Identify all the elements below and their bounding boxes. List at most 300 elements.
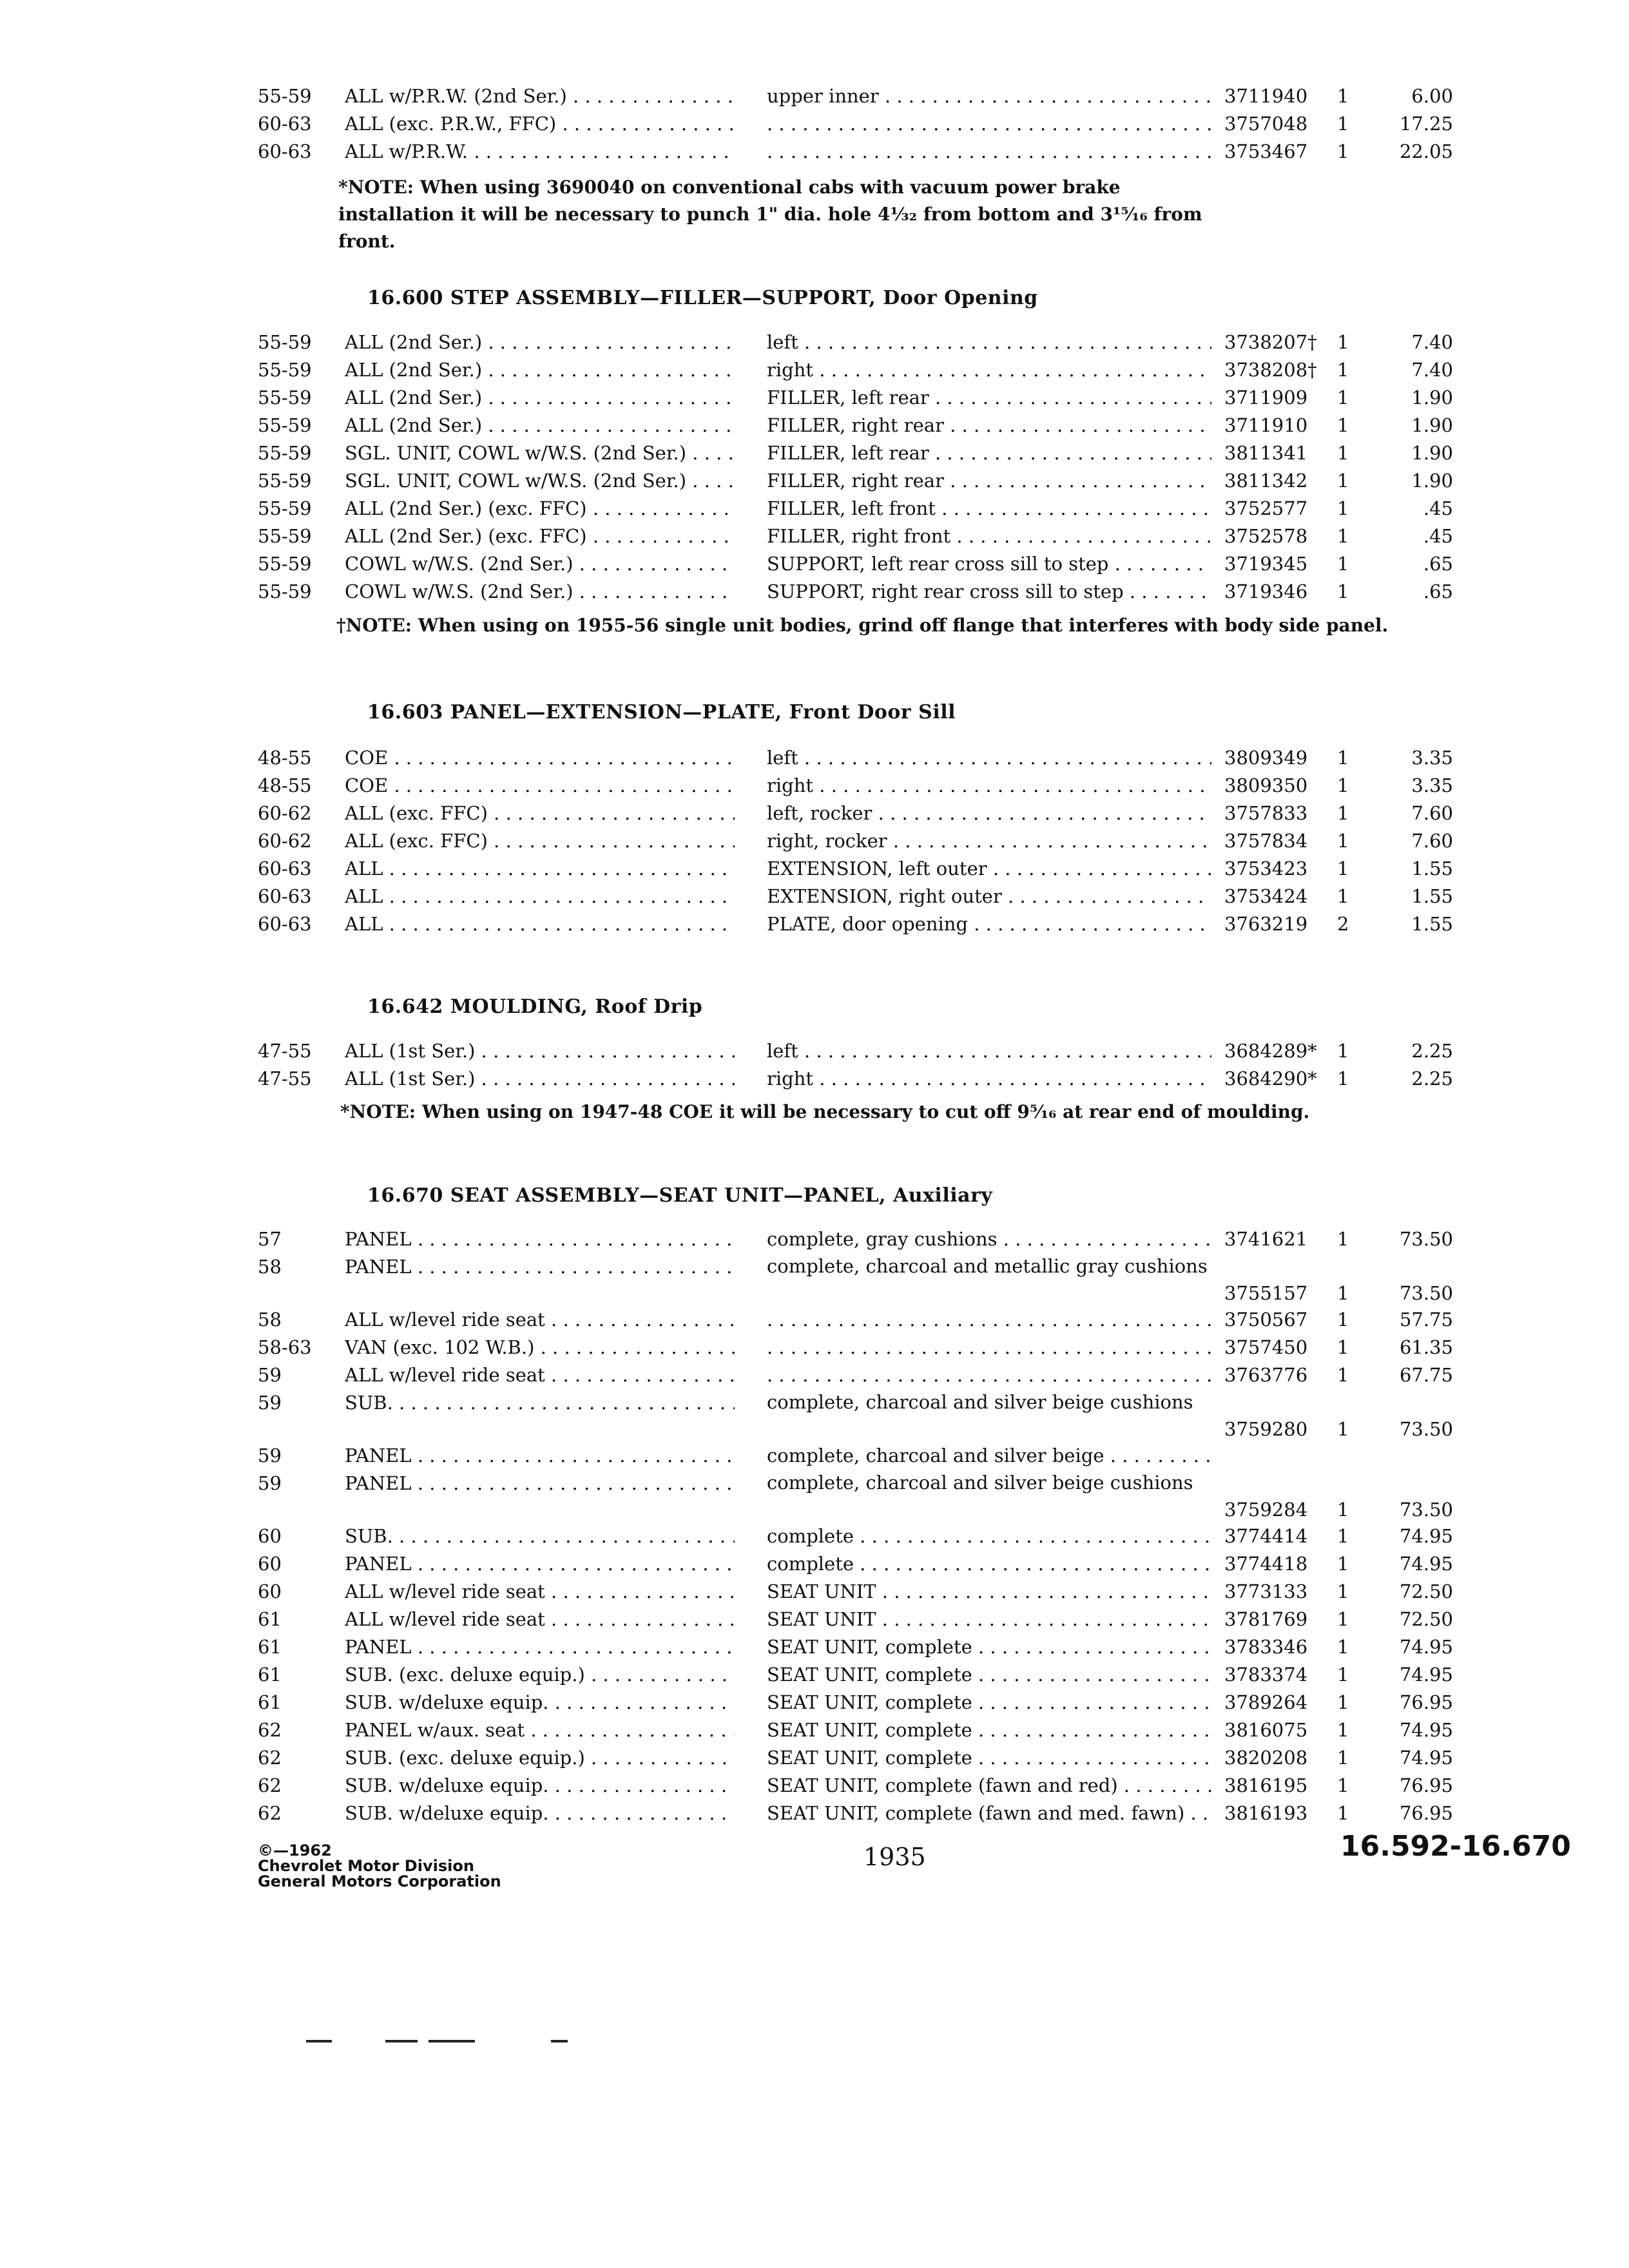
leader-dots	[972, 1691, 1211, 1713]
description-cell: complete, charcoal and silver beige cushions	[767, 1472, 1193, 1494]
description-cell	[767, 1306, 1211, 1334]
quantity-cell: 1	[1337, 1691, 1349, 1713]
leader-dots	[383, 858, 735, 879]
leader-dots	[549, 1802, 735, 1824]
model-cell: ALL (2nd Ser.) (exc. FFC) . . .	[345, 523, 735, 550]
leader-dots	[488, 802, 735, 824]
year-cell: 55-59	[258, 525, 312, 547]
leader-dots	[412, 1445, 735, 1466]
leader-dots	[549, 1691, 735, 1713]
price-cell: 74.95	[1399, 1719, 1453, 1741]
table-row	[258, 1253, 1469, 1306]
leader-dots	[879, 85, 1211, 107]
leader-dots	[545, 1581, 735, 1602]
table-row	[258, 910, 1469, 938]
leader-dots	[482, 331, 735, 353]
price-cell: 74.95	[1399, 1747, 1453, 1769]
scan-mark	[385, 2040, 418, 2042]
leader-dots	[1118, 1774, 1211, 1796]
model-cell: ALL w/P.R.W. (2nd Ser.) . . .	[345, 82, 735, 110]
copyright: ©—1962	[258, 1841, 332, 1860]
price-cell: 1.55	[1411, 885, 1453, 907]
quantity-cell: 1	[1337, 140, 1349, 162]
part-number-cell: 3774414	[1224, 1525, 1308, 1547]
description-cell: SUPPORT, left rear cross sill to step . . .	[767, 550, 1211, 578]
leader-dots	[587, 497, 735, 519]
leader-dots	[383, 913, 735, 935]
scan-mark	[429, 2040, 475, 2042]
part-number-cell: 3816075	[1224, 1719, 1308, 1741]
year-cell: 58	[258, 1256, 282, 1278]
part-number-cell: 3773133	[1224, 1581, 1308, 1602]
part-number-cell: 3719345	[1224, 553, 1308, 575]
leader-dots	[950, 525, 1211, 547]
part-number-cell: 3753423	[1224, 858, 1308, 879]
price-cell: 74.95	[1399, 1553, 1453, 1575]
quantity-cell: 1	[1337, 359, 1349, 381]
table-row	[258, 1606, 1469, 1633]
description-cell: complete, charcoal and silver beige . . .	[767, 1442, 1211, 1470]
price-cell: 72.50	[1399, 1608, 1453, 1630]
leader-dots	[767, 113, 1211, 135]
quantity-cell: 1	[1337, 525, 1349, 547]
table-row	[258, 772, 1469, 800]
leader-dots	[686, 470, 735, 492]
quantity-cell: 1	[1337, 802, 1349, 824]
description-cell: left, rocker . . .	[767, 800, 1211, 827]
quantity-cell: 1	[1337, 387, 1349, 408]
part-number-cell: 3711940	[1224, 85, 1308, 107]
quantity-cell: 1	[1337, 1774, 1349, 1796]
leader-dots	[587, 525, 735, 547]
part-number-cell: 3719346	[1224, 581, 1308, 602]
description-cell: right, rocker . . .	[767, 827, 1211, 855]
leader-dots	[854, 1525, 1211, 1547]
description-cell: SEAT UNIT, complete . . .	[767, 1661, 1211, 1689]
table-row	[258, 1744, 1469, 1772]
section-heading: 16.600 STEP ASSEMBLY—FILLER—SUPPORT, Door Opening	[367, 287, 1038, 309]
leader-dots	[798, 331, 1211, 353]
price-cell: 2.25	[1411, 1068, 1453, 1090]
quantity-cell: 1	[1337, 830, 1349, 852]
description-cell: SEAT UNIT . . .	[767, 1578, 1211, 1606]
part-number-cell: 3774418	[1224, 1553, 1308, 1575]
table-row	[258, 1225, 1469, 1253]
description-cell: EXTENSION, left outer . . .	[767, 855, 1211, 883]
section-note: †NOTE: When using on 1955-56 single unit bodies, grind off flange that interferes with body side panel.	[336, 615, 1389, 636]
model-cell: SUB. . . .	[345, 1523, 735, 1550]
model-cell: SUB. (exc. deluxe equip.) . . .	[345, 1744, 735, 1772]
year-cell: 60-63	[258, 858, 312, 879]
part-number-cell: 3753467	[1224, 140, 1308, 162]
part-number-cell: 3738207†	[1224, 331, 1317, 353]
section-heading: 16.670 SEAT ASSEMBLY—SEAT UNIT—PANEL, Auxiliary	[367, 1184, 993, 1207]
model-cell: PANEL . . .	[345, 1225, 735, 1253]
description-cell: upper inner . . .	[767, 82, 1211, 110]
model-cell: COWL w/W.S. (2nd Ser.) . . .	[345, 578, 735, 606]
leader-dots	[767, 1364, 1211, 1386]
year-cell: 60-63	[258, 140, 312, 162]
section-note: *NOTE: When using 3690040 on conventional cabs with vacuum power brake installation it will be necessary to punch 1" dia. hole 4¹⁄₃₂ from bottom and 3¹⁵⁄₁₆ from front.	[338, 177, 1202, 252]
table-row	[258, 412, 1469, 439]
table-row	[258, 329, 1469, 356]
year-cell: 62	[258, 1719, 282, 1741]
description-cell: EXTENSION, right outer . . .	[767, 883, 1211, 910]
year-cell: 61	[258, 1664, 282, 1686]
year-cell: 55-59	[258, 85, 312, 107]
year-cell: 60-63	[258, 113, 312, 135]
description-cell	[767, 110, 1211, 138]
quantity-cell: 2	[1337, 913, 1349, 935]
part-number-cell: 3811342	[1224, 470, 1308, 492]
quantity-cell: 1	[1337, 442, 1349, 464]
leader-dots	[556, 113, 735, 135]
year-cell: 62	[258, 1774, 282, 1796]
leader-dots	[929, 442, 1211, 464]
quantity-cell: 1	[1337, 774, 1349, 796]
leader-dots	[412, 1228, 735, 1250]
leader-dots	[686, 442, 735, 464]
description-cell: complete, charcoal and silver beige cushions	[767, 1391, 1193, 1413]
part-number-cell: 3711909	[1224, 387, 1308, 408]
leader-dots	[813, 774, 1211, 796]
quantity-cell: 1	[1337, 1068, 1349, 1090]
price-cell: 72.50	[1399, 1581, 1453, 1602]
model-cell: PANEL w/aux. seat . . .	[345, 1716, 735, 1744]
leader-dots	[549, 1774, 735, 1796]
leader-dots	[534, 1336, 735, 1358]
leader-dots	[887, 830, 1211, 852]
part-number-cell: 3809349	[1224, 747, 1308, 769]
leader-dots	[998, 1228, 1211, 1250]
price-cell: 73.50	[1399, 1282, 1453, 1304]
table-row	[258, 467, 1469, 495]
leader-dots	[1108, 553, 1211, 575]
price-cell: .65	[1423, 581, 1453, 602]
table-row	[258, 1716, 1469, 1744]
section-heading: 16.603 PANEL—EXTENSION—PLATE, Front Door Sill	[367, 701, 956, 724]
year-cell: 57	[258, 1228, 282, 1250]
model-cell: ALL (exc. FFC) . . .	[345, 800, 735, 827]
model-cell: ALL w/level ride seat . . .	[345, 1606, 735, 1633]
year-cell: 58-63	[258, 1336, 312, 1358]
description-cell: complete, gray cushions . . .	[767, 1225, 1211, 1253]
part-number-cell: 3763776	[1224, 1364, 1308, 1386]
price-cell: 7.40	[1411, 359, 1453, 381]
quantity-cell: 1	[1337, 1282, 1349, 1304]
leader-dots	[412, 1256, 735, 1278]
quantity-cell: 1	[1337, 885, 1349, 907]
leader-dots	[412, 1636, 735, 1658]
year-cell: 59	[258, 1472, 282, 1494]
year-cell: 48-55	[258, 747, 312, 769]
leader-dots	[854, 1553, 1211, 1575]
model-cell: ALL . . .	[345, 910, 735, 938]
price-cell: .45	[1423, 497, 1453, 519]
leader-dots	[972, 1719, 1211, 1741]
year-cell: 60-62	[258, 802, 312, 824]
description-cell: left . . .	[767, 744, 1211, 772]
table-row	[258, 1550, 1469, 1578]
model-cell: ALL . . .	[345, 855, 735, 883]
year-cell: 60-63	[258, 885, 312, 907]
leader-dots	[987, 858, 1211, 879]
price-cell: 3.35	[1411, 774, 1453, 796]
model-cell: PANEL . . .	[345, 1253, 735, 1281]
quantity-cell: 1	[1337, 497, 1349, 519]
model-cell: ALL (exc. FFC) . . .	[345, 827, 735, 855]
leader-dots	[475, 1068, 735, 1090]
table-row	[258, 439, 1469, 467]
year-cell: 55-59	[258, 497, 312, 519]
year-cell: 59	[258, 1445, 282, 1466]
model-cell: ALL (2nd Ser.) . . .	[345, 384, 735, 412]
price-cell: .45	[1423, 525, 1453, 547]
description-cell: SUPPORT, right rear cross sill to step . . .	[767, 578, 1211, 606]
quantity-cell: 1	[1337, 1719, 1349, 1741]
price-cell: 73.50	[1399, 1418, 1453, 1440]
table-row	[258, 1065, 1469, 1093]
description-cell: right . . .	[767, 1065, 1211, 1093]
leader-dots	[482, 359, 735, 381]
section-moulding	[258, 1037, 1469, 1093]
table-row	[258, 550, 1469, 578]
part-number-cell: 3684289*	[1224, 1040, 1317, 1062]
price-cell: 22.05	[1399, 140, 1453, 162]
description-cell: complete . . .	[767, 1523, 1211, 1550]
part-number-cell: 3763219	[1224, 913, 1308, 935]
part-number-cell: 3759284	[1224, 1499, 1308, 1521]
table-row	[258, 1578, 1469, 1606]
year-cell: 60	[258, 1525, 282, 1547]
model-cell: ALL (2nd Ser.) . . .	[345, 329, 735, 356]
table-row	[258, 827, 1469, 855]
part-number-cell: 3789264	[1224, 1691, 1308, 1713]
quantity-cell: 1	[1337, 1747, 1349, 1769]
leader-dots	[525, 1719, 735, 1741]
leader-dots	[876, 1608, 1211, 1630]
leader-dots	[383, 885, 735, 907]
year-cell: 55-59	[258, 414, 312, 436]
description-cell: left . . .	[767, 329, 1211, 356]
year-cell: 55-59	[258, 553, 312, 575]
part-number-cell: 3755157	[1224, 1282, 1308, 1304]
table-row	[258, 1442, 1469, 1470]
leader-dots	[876, 1581, 1211, 1602]
leader-dots	[545, 1309, 735, 1331]
price-cell: 73.50	[1399, 1499, 1453, 1521]
description-cell: FILLER, right front . . .	[767, 523, 1211, 550]
price-cell: 67.75	[1399, 1364, 1453, 1386]
leader-dots	[388, 774, 735, 796]
leader-dots	[813, 359, 1211, 381]
description-cell: SEAT UNIT, complete (fawn and red) . . .	[767, 1772, 1211, 1800]
year-cell: 62	[258, 1747, 282, 1769]
quantity-cell: 1	[1337, 1228, 1349, 1250]
table-row	[258, 800, 1469, 827]
model-cell: ALL w/level ride seat . . .	[345, 1306, 735, 1334]
quantity-cell: 1	[1337, 1636, 1349, 1658]
leader-dots	[767, 1309, 1211, 1331]
table-row	[258, 1389, 1469, 1442]
scan-mark	[306, 2040, 332, 2042]
leader-dots	[944, 470, 1211, 492]
model-cell: ALL . . .	[345, 883, 735, 910]
model-cell: PANEL . . .	[345, 1550, 735, 1578]
description-cell: right . . .	[767, 356, 1211, 384]
price-cell: 6.00	[1411, 85, 1453, 107]
model-cell: COE . . .	[345, 744, 735, 772]
leader-dots	[488, 830, 735, 852]
model-cell: ALL (1st Ser.) . . .	[345, 1065, 735, 1093]
description-cell: SEAT UNIT, complete . . .	[767, 1716, 1211, 1744]
price-cell: 7.60	[1411, 802, 1453, 824]
price-cell: 57.75	[1399, 1309, 1453, 1331]
model-cell: PANEL . . .	[345, 1470, 735, 1497]
leader-dots	[585, 1664, 735, 1686]
leader-dots	[972, 1636, 1211, 1658]
part-number-cell: 3783374	[1224, 1664, 1308, 1686]
leader-dots	[468, 140, 735, 162]
part-number-cell: 3757833	[1224, 802, 1308, 824]
table-row	[258, 1800, 1469, 1827]
price-cell: 17.25	[1399, 113, 1453, 135]
model-cell: ALL (2nd Ser.) (exc. FFC) . . .	[345, 495, 735, 523]
table-row	[258, 138, 1469, 166]
leader-dots	[585, 1747, 735, 1769]
table-row	[258, 1334, 1469, 1361]
quantity-cell: 1	[1337, 1499, 1349, 1521]
part-number-cell: 3753424	[1224, 885, 1308, 907]
corporation-name: General Motors Corporation	[258, 1872, 501, 1890]
year-cell: 60-62	[258, 830, 312, 852]
table-row	[258, 883, 1469, 910]
section-seat-assembly	[258, 1225, 1469, 1827]
part-number-cell: 3711910	[1224, 414, 1308, 436]
table-row	[258, 1661, 1469, 1689]
description-cell: SEAT UNIT, complete . . .	[767, 1744, 1211, 1772]
table-row	[258, 1470, 1469, 1523]
quantity-cell: 1	[1337, 1553, 1349, 1575]
description-cell: right . . .	[767, 772, 1211, 800]
description-cell: SEAT UNIT, complete (fawn and med. fawn) . . .	[767, 1800, 1211, 1827]
quantity-cell: 1	[1337, 331, 1349, 353]
description-cell: FILLER, right rear . . .	[767, 467, 1211, 495]
leader-dots	[798, 1040, 1211, 1062]
description-cell: complete . . .	[767, 1550, 1211, 1578]
quantity-cell: 1	[1337, 414, 1349, 436]
model-cell: PANEL . . .	[345, 1633, 735, 1661]
year-cell: 58	[258, 1309, 282, 1331]
division-name: Chevrolet Motor Division	[258, 1857, 474, 1875]
leader-dots	[393, 1392, 735, 1414]
leader-dots	[972, 1747, 1211, 1769]
quantity-cell: 1	[1337, 581, 1349, 602]
leader-dots	[929, 387, 1211, 408]
year-cell: 59	[258, 1364, 282, 1386]
part-number-cell: 3816193	[1224, 1802, 1308, 1824]
price-cell: 7.60	[1411, 830, 1453, 852]
table-row	[258, 744, 1469, 772]
page-number: 1935	[863, 1843, 926, 1871]
table-row	[258, 110, 1469, 138]
price-cell: 1.90	[1411, 387, 1453, 408]
quantity-cell: 1	[1337, 1802, 1349, 1824]
quantity-cell: 1	[1337, 858, 1349, 879]
model-cell: COE . . .	[345, 772, 735, 800]
page-range: 16.592-16.670	[1340, 1830, 1571, 1863]
leader-dots	[944, 414, 1211, 436]
leader-dots	[475, 1040, 735, 1062]
part-number-cell: 3811341	[1224, 442, 1308, 464]
leader-dots	[872, 802, 1211, 824]
leader-dots	[545, 1364, 735, 1386]
part-number-cell: 3781769	[1224, 1608, 1308, 1630]
price-cell: 76.95	[1399, 1691, 1453, 1713]
leader-dots	[968, 913, 1211, 935]
leader-dots	[388, 747, 735, 769]
model-cell: SUB. w/deluxe equip. . . .	[345, 1800, 735, 1827]
model-cell: SUB. . . .	[345, 1389, 735, 1417]
price-cell: 1.90	[1411, 442, 1453, 464]
quantity-cell: 1	[1337, 1336, 1349, 1358]
leader-dots	[1002, 885, 1211, 907]
year-cell: 61	[258, 1691, 282, 1713]
description-cell	[767, 1334, 1211, 1361]
section-continued	[258, 82, 1469, 166]
quantity-cell: 1	[1337, 470, 1349, 492]
leader-dots	[393, 1525, 735, 1547]
table-row	[258, 1772, 1469, 1800]
description-cell	[767, 1361, 1211, 1389]
part-number-cell: 3759280	[1224, 1418, 1308, 1440]
leader-dots	[545, 1608, 735, 1630]
price-cell: 76.95	[1399, 1774, 1453, 1796]
description-cell: FILLER, left front . . .	[767, 495, 1211, 523]
table-row	[258, 1306, 1469, 1334]
quantity-cell: 1	[1337, 1418, 1349, 1440]
quantity-cell: 1	[1337, 747, 1349, 769]
model-cell: SUB. (exc. deluxe equip.) . . .	[345, 1661, 735, 1689]
model-cell: ALL (2nd Ser.) . . .	[345, 356, 735, 384]
table-row	[258, 1037, 1469, 1065]
year-cell: 47-55	[258, 1068, 312, 1090]
year-cell: 55-59	[258, 387, 312, 408]
section-step-assembly	[258, 329, 1469, 606]
year-cell: 60-63	[258, 913, 312, 935]
price-cell: 74.95	[1399, 1636, 1453, 1658]
description-cell: SEAT UNIT, complete . . .	[767, 1633, 1211, 1661]
part-number-cell: 3820208	[1224, 1747, 1308, 1769]
year-cell: 60	[258, 1553, 282, 1575]
part-number-cell: 3684290*	[1224, 1068, 1317, 1090]
year-cell: 55-59	[258, 359, 312, 381]
model-cell: SUB. w/deluxe equip. . . .	[345, 1772, 735, 1800]
leader-dots	[574, 581, 735, 602]
quantity-cell: 1	[1337, 1525, 1349, 1547]
table-row	[258, 523, 1469, 550]
leader-dots	[412, 1553, 735, 1575]
section-panel-extension	[258, 744, 1469, 938]
part-number-cell: 3757450	[1224, 1336, 1308, 1358]
price-cell: 74.95	[1399, 1664, 1453, 1686]
quantity-cell: 1	[1337, 85, 1349, 107]
leader-dots	[1124, 581, 1211, 602]
year-cell: 59	[258, 1392, 282, 1414]
quantity-cell: 1	[1337, 553, 1349, 575]
quantity-cell: 1	[1337, 1040, 1349, 1062]
part-number-cell: 3752577	[1224, 497, 1308, 519]
